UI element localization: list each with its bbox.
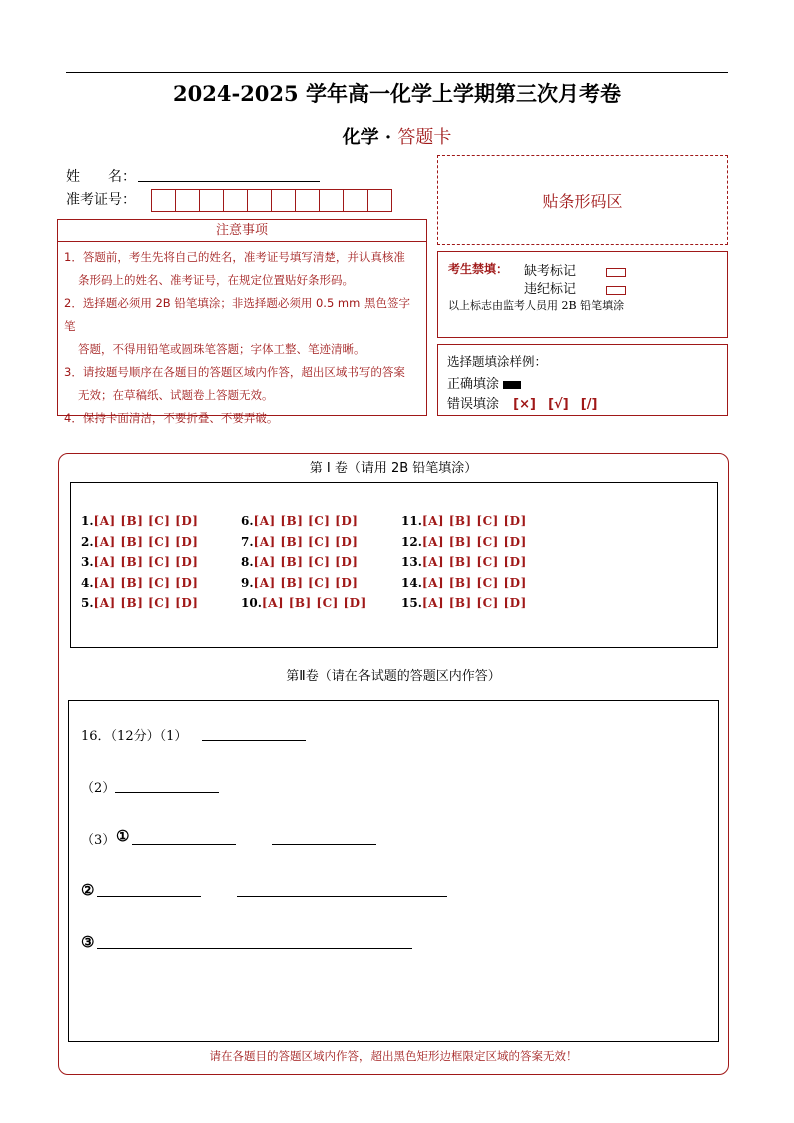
mc-question-row	[81, 596, 198, 610]
page-title: 2024-2025 学年高一化学上学期第三次月考卷	[173, 81, 621, 106]
mc-question-row	[401, 596, 527, 610]
ticket-digit-box[interactable]	[367, 189, 392, 212]
notice-item: 2．选择题必须用 2B 铅笔填涂；非选择题必须用 0.5 mm 黑色签字笔	[64, 296, 410, 333]
mc-options[interactable]: [A] [B] [C] [D]	[253, 514, 359, 528]
top-rule	[66, 72, 728, 73]
q16-3-circle-2: ②	[81, 881, 95, 899]
wrong-mark-1: [×]	[513, 397, 536, 412]
mc-options[interactable]: [A] [B] [C] [D]	[93, 534, 199, 549]
ticket-digit-box[interactable]	[319, 189, 344, 212]
forbid-label: 考生禁填：	[448, 262, 509, 276]
ticket-digit-box[interactable]	[343, 189, 368, 212]
mc-options[interactable]: [A] [B] [C] [D]	[93, 575, 199, 590]
multiple-choice-box	[70, 482, 718, 648]
mc-question-row	[241, 576, 358, 590]
mc-question-number: 6.	[241, 514, 254, 528]
wrong-fill-label: 错误填涂	[447, 397, 500, 412]
name-field[interactable]	[138, 181, 320, 182]
mc-question-row	[401, 535, 527, 549]
q16-3-2-answer-line-a[interactable]	[97, 896, 201, 897]
mc-question-number: 12.	[401, 534, 422, 549]
ticket-digit-box[interactable]	[199, 189, 224, 212]
notice-item-continued: 答题，不得用铅笔或圆珠笔答题；字体工整、笔迹清晰。	[78, 342, 366, 356]
wrong-mark-2: [√]	[548, 397, 569, 412]
mc-question-row	[401, 514, 527, 528]
examiner-only-box	[437, 251, 728, 338]
mc-options[interactable]: [A] [B] [C] [D]	[261, 596, 367, 610]
mc-question-number: 13.	[401, 555, 422, 569]
barcode-label: 贴条形码区	[542, 191, 623, 211]
violation-mark-box[interactable]	[606, 286, 626, 295]
mc-options[interactable]: [A] [B] [C] [D]	[93, 596, 199, 610]
mc-question-row	[81, 576, 198, 590]
q16-label: 16．（12分）（1）	[81, 729, 188, 744]
notice-item-continued: 无效；在草稿纸、试题卷上答题无效。	[78, 388, 274, 402]
q16-3-1-answer-line-a[interactable]	[132, 844, 236, 845]
subject-label: 化学	[342, 127, 379, 148]
mc-question-number: 7.	[241, 534, 254, 549]
mc-question-number: 3.	[81, 555, 94, 569]
ticket-digit-box[interactable]	[295, 189, 320, 212]
question-16-box	[68, 700, 719, 1042]
mc-options[interactable]: [A] [B] [C] [D]	[421, 555, 527, 569]
mc-options[interactable]: [A] [B] [C] [D]	[93, 514, 199, 528]
mc-question-row	[241, 596, 367, 610]
mc-options[interactable]: [A] [B] [C] [D]	[93, 555, 199, 569]
mc-question-number: 4.	[81, 575, 94, 590]
mc-question-number: 9.	[241, 575, 254, 590]
mc-question-number: 14.	[401, 575, 422, 590]
mc-question-number: 15.	[401, 596, 422, 610]
footer-warning: 请在各题目的答题区域内作答，超出黑色矩形边框限定区域的答案无效！	[209, 1049, 578, 1063]
q16-3-label: （3）	[81, 833, 116, 848]
mc-options[interactable]: [A] [B] [C] [D]	[253, 534, 359, 549]
ticket-digit-box[interactable]	[151, 189, 176, 212]
correct-fill-label: 正确填涂	[447, 377, 500, 392]
q16-3-3-answer-line[interactable]	[97, 948, 412, 949]
ticket-number-boxes[interactable]	[151, 189, 391, 212]
mc-question-number: 1.	[81, 514, 94, 528]
mc-options[interactable]: [A] [B] [C] [D]	[253, 575, 359, 590]
mc-question-row	[401, 576, 527, 590]
card-label: 答题卡	[397, 127, 452, 148]
q16-1-answer-line[interactable]	[202, 740, 306, 741]
mc-options[interactable]: [A] [B] [C] [D]	[421, 514, 527, 528]
mc-question-row	[81, 514, 198, 528]
ticket-label: 准考证号：	[66, 192, 136, 208]
mc-question-row	[81, 555, 198, 569]
mc-question-row	[241, 535, 358, 549]
ticket-digit-box[interactable]	[247, 189, 272, 212]
subtitle-separator: ·	[378, 127, 398, 148]
notice-item: 1．答题前，考生先将自己的姓名，准考证号填写清楚，并认真核准	[64, 250, 405, 264]
mc-question-number: 2.	[81, 534, 94, 549]
mc-question-row	[81, 535, 198, 549]
absent-mark-label: 缺考标记	[524, 264, 577, 279]
q16-3-1-answer-line-b[interactable]	[272, 844, 376, 845]
mc-question-row	[241, 514, 358, 528]
mc-options[interactable]: [A] [B] [C] [D]	[253, 555, 359, 569]
section1-title: 第 I 卷（请用 2B 铅笔填涂）	[309, 461, 478, 476]
q16-3-2-answer-line-b[interactable]	[237, 896, 447, 897]
sample-heading: 选择题填涂样例：	[447, 354, 548, 369]
card-subtitle	[66, 123, 728, 149]
q16-2-answer-line[interactable]	[115, 792, 219, 793]
mc-options[interactable]: [A] [B] [C] [D]	[421, 575, 527, 590]
correct-fill-sample	[503, 381, 521, 389]
notice-box	[57, 242, 427, 425]
barcode-area	[437, 155, 728, 245]
mc-question-number: 11.	[401, 514, 422, 528]
mc-question-row	[401, 555, 527, 569]
mc-question-row	[241, 555, 358, 569]
ticket-digit-box[interactable]	[175, 189, 200, 212]
mc-options[interactable]: [A] [B] [C] [D]	[421, 534, 527, 549]
name-label: 姓 名：	[66, 169, 136, 185]
ticket-digit-box[interactable]	[223, 189, 248, 212]
mc-question-number: 8.	[241, 555, 254, 569]
notice-heading: 注意事项	[57, 219, 427, 242]
q16-3-circle-3: ③	[81, 933, 95, 951]
notice-item: 4．保持卡面清洁，不要折叠、不要弄破。	[64, 411, 279, 425]
notice-item-continued: 条形码上的姓名、准考证号，在规定位置贴好条形码。	[78, 273, 354, 287]
forbid-note: 以上标志由监考人员用 2B 铅笔填涂	[448, 299, 625, 312]
absent-mark-box[interactable]	[606, 268, 626, 277]
notice-item: 3．请按题号顺序在各题目的答题区域内作答，超出区域书写的答案	[64, 365, 405, 379]
mc-question-number: 5.	[81, 596, 94, 610]
q16-2-label: （2）	[81, 781, 116, 796]
mc-question-number: 10.	[241, 596, 262, 610]
violation-mark-label: 违纪标记	[524, 282, 577, 297]
fill-sample-box	[437, 344, 728, 416]
section2-title: 第Ⅱ卷（请在各试题的答题区内作答）	[286, 669, 501, 684]
wrong-mark-3: [/]	[580, 397, 598, 412]
ticket-digit-box[interactable]	[271, 189, 296, 212]
mc-options[interactable]: [A] [B] [C] [D]	[421, 596, 527, 610]
q16-3-circle-1: ①	[116, 827, 130, 845]
